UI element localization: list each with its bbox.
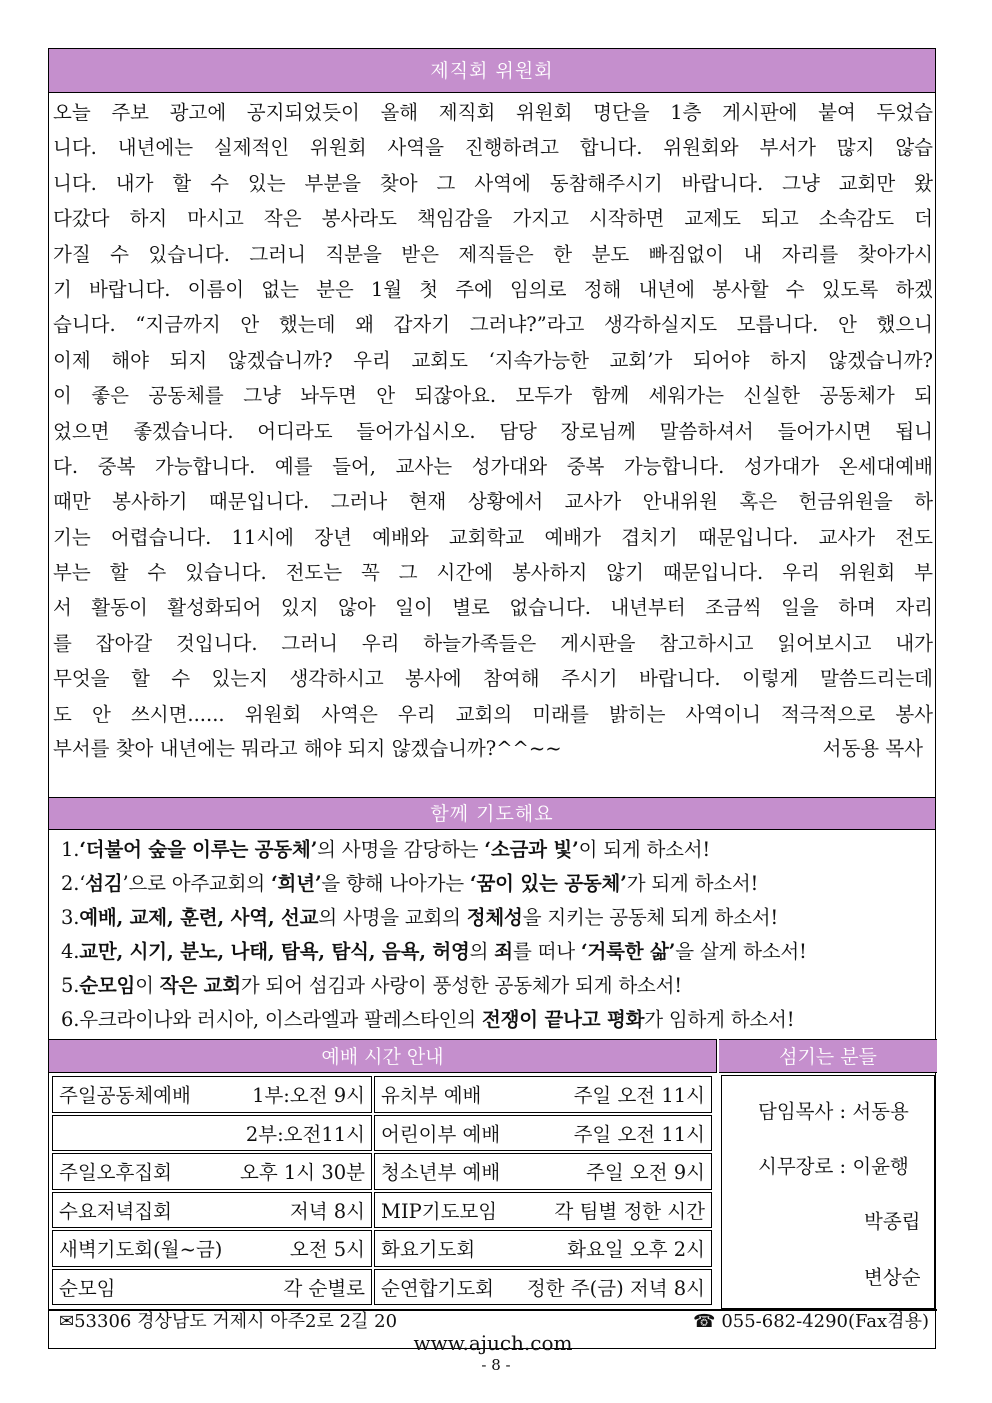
table-cell [52,1153,372,1190]
prayer-text: 예배, 교제, 훈련, 사역, 선교 [79,906,319,929]
address [59,1311,397,1333]
paragraph-line: 를 잡아갈 것입니다. 그러니 우리 하늘가족들은 게시판을 참고하시고 읽어보시고 내가 [53,631,933,655]
prayer-header: 함께 기도해요 [49,797,935,830]
bulletin-page [48,48,936,1355]
paragraph-line: 이 좋은 공동체를 그냥 놔두면 안 되잖아요. 모두가 함께 세워가는 신실한 공동체가 되 [53,384,933,408]
prayer-text: 순모임 [79,974,136,997]
paragraph-last-line: 부서를 찾아 내년에는 뭐라고 해야 되지 않겠습니까?^^~~ [53,737,562,761]
elder3-name: 변상순 [864,1266,921,1289]
prayer-item [61,833,931,867]
table-row [51,1152,715,1191]
prayer-text: 의 사명을 교회의 [318,906,467,929]
worship-table [51,1075,715,1306]
paragraph-line: 었으면 좋겠습니다. 어디라도 들어가십시오. 담당 장로님께 말씀하셔서 들어가시면 됩니 [53,419,933,443]
prayer-text: 3. [61,906,80,929]
paragraph-line: 기 바랍니다. 이름이 없는 분은 1월 첫 주에 임의로 정해 내년에 봉사할 수 있도록 하겠 [53,277,933,301]
paragraph-line: 다갔다 하지 마시고 작은 봉사라도 책임감을 가지고 시작하면 교제도 되고 소속감도 더 [53,207,933,231]
table-row [51,1075,715,1114]
prayer-text: 가 임하게 하소서! [644,1008,795,1031]
servers-header: 섬기는 분들 [719,1039,937,1073]
service-time: 2부:오전11시 [245,1122,365,1146]
footer [49,1311,937,1355]
prayer-text: 6.우크라이나와 러시아, 이스라엘과 팔레스타인의 [61,1008,482,1031]
service-name: 어린이부 예배 [381,1122,501,1146]
prayer-text: 을 살게 하소서! [675,940,807,963]
elder-name: 시무장로 : 이윤행 [758,1155,909,1178]
prayer-text: 1. [61,838,80,861]
committee-paragraph [53,95,933,765]
prayer-item [61,969,931,1003]
service-name: 새벽기도회(월~금) [59,1238,223,1262]
prayer-text: 를 떠나 [512,940,581,963]
table-cell [374,1076,712,1113]
service-time: 각 팀별 정한 시간 [554,1199,705,1223]
prayer-text: 5. [61,974,80,997]
prayer-text: 의 [469,940,495,963]
website-link[interactable]: www.ajuch.com [413,1331,573,1355]
paragraph-line: 서 활동이 활성화되어 있지 않아 일이 별로 없습니다. 내년부터 조금씩 일을 하며 자리 [53,596,933,620]
page-number: - 8 - [481,1356,511,1374]
prayer-text: 을 지키는 공동체 되게 하소서! [522,906,778,929]
service-name: 주일오후집회 [59,1161,173,1185]
mail-icon: ✉ [59,1311,75,1332]
service-name: 청소년부 예배 [381,1161,501,1185]
phone [693,1311,929,1333]
prayer-text: ‘거룩한 삶’ [580,940,676,963]
prayer-text: 가 되어 섬김과 사랑이 풍성한 공동체가 되게 하소서! [240,974,682,997]
prayer-text: 가 되게 하소서! [626,872,759,895]
prayer-text: ‘희년’ [270,872,322,895]
table-row [51,1229,715,1268]
service-time: 주일 오전 9시 [586,1161,705,1185]
service-name: MIP기도모임 [381,1199,498,1223]
prayer-item [61,1003,931,1037]
paragraph-line: 이제 해야 되지 않겠습니까? 우리 교회도 ‘지속가능한 교회’가 되어야 하지 않겠습니까? [53,348,933,372]
table-cell [52,1230,372,1267]
prayer-text: 2.‘ [61,872,86,895]
table-row [51,1268,715,1307]
servers-box [721,1075,935,1309]
prayer-text: ‘소금과 빛’ [484,838,579,861]
paragraph-line: 무엇을 할 수 있는지 생각하시고 봉사에 참여해 주시기 바랍니다. 이렇게 말씀드리는데 [53,667,933,691]
service-time: 1부:오전 9시 [252,1084,365,1108]
prayer-text: 을 향해 나아가는 [321,872,470,895]
service-time: 주일 오전 11시 [573,1084,705,1108]
paragraph-line: 니다. 내년에는 실제적인 위원회 사역을 진행하려고 합니다. 위원회와 부서가 많지 않습 [53,136,933,160]
service-name: 화요기도회 [381,1238,476,1262]
service-time: 정한 주(금) 저녁 8시 [526,1276,705,1300]
phone-icon: ☎ [693,1311,716,1332]
paragraph-last-row [53,732,933,765]
prayer-text: 작은 교회 [159,974,241,997]
prayer-item [61,935,931,969]
table-cell [374,1230,712,1267]
service-time: 화요일 오후 2시 [567,1238,705,1262]
paragraph-line: 니다. 내가 할 수 있는 부분을 찾아 그 사역에 동참해주시기 바랍니다. 그냥 교회만 왔 [53,171,933,195]
prayer-text: ‘더불어 숲을 이루는 공동체’ [79,838,318,861]
prayer-text: 의 사명을 감당하는 [317,838,485,861]
service-time: 주일 오전 11시 [573,1122,705,1146]
prayer-text: ’으로 아주교회의 [122,872,271,895]
table-row [51,1114,715,1153]
table-cell [374,1153,712,1190]
prayer-list [61,833,931,1037]
table-cell [52,1076,372,1113]
committee-header: 제직회 위원회 [49,49,935,93]
service-name: 유치부 예배 [381,1084,482,1108]
service-name: 순연합기도회 [381,1276,495,1300]
table-cell [52,1269,372,1306]
prayer-text: 전쟁이 끝나고 평화 [481,1008,645,1031]
paragraph-line: 오늘 주보 광고에 공지되었듯이 올해 제직회 위원회 명단을 1층 게시판에 붙여 두었습 [53,101,933,124]
prayer-text: 정체성 [466,906,523,929]
phone-text: 055-682-4290(Fax겸용) [721,1311,929,1332]
service-time: 저녁 8시 [289,1199,365,1223]
prayer-item [61,867,931,901]
prayer-text: 죄 [494,940,513,963]
table-cell [52,1115,372,1152]
paragraph-line: 부는 할 수 있습니다. 전도는 꼭 그 시간에 봉사하지 않기 때문입니다. 우리 위원회 부 [53,561,933,585]
prayer-item [61,901,931,935]
service-name: 주일공동체예배 [59,1084,191,1108]
table-cell [52,1192,372,1229]
service-time: 각 순별로 [283,1276,365,1300]
table-cell [374,1115,712,1152]
table-cell [374,1192,712,1229]
paragraph-line: 기는 어렵습니다. 11시에 장년 예배와 교회학교 예배가 겹치기 때문입니다. 교사가 전도 [53,525,933,549]
prayer-text: 교만, 시기, 분노, 나태, 탐욕, 탐식, 음욕, 허영 [79,940,470,963]
service-time: 오후 1시 30분 [240,1161,365,1185]
signature: 서동용 목사 [822,737,923,761]
prayer-text: 섬김 [85,872,123,895]
elder2-name: 박종립 [864,1210,921,1233]
prayer-text: 4. [61,940,80,963]
table-cell [374,1269,712,1306]
service-time: 오전 5시 [289,1238,365,1262]
table-row [51,1191,715,1230]
prayer-text: ‘꿈이 있는 공동체’ [469,872,627,895]
paragraph-line: 습니다. “지금까지 안 했는데 왜 갑자기 그러냐?”라고 생각하실지도 모릅니다. 안 했으니 [53,313,933,337]
paragraph-line: 다. 중복 가능합니다. 예를 들어, 교사는 성가대와 중복 가능합니다. 성가대가 온세대예배 [53,454,933,478]
service-name: 수요저녁집회 [59,1199,173,1223]
paragraph-line: 때만 봉사하기 때문입니다. 그러나 현재 상황에서 교사가 안내위원 혹은 헌금위원을 하 [53,490,933,514]
pastor-name: 담임목사 : 서동용 [758,1100,909,1123]
prayer-text: 이 되게 하소서! [578,838,711,861]
service-name: 순모임 [59,1276,116,1300]
paragraph-line: 가질 수 있습니다. 그러니 직분을 받은 제직들은 한 분도 빠짐없이 내 자리를 찾아가시 [53,242,933,266]
address-text: 53306 경상남도 거제시 아주2로 2길 20 [74,1311,398,1332]
worship-header: 예배 시간 안내 [49,1039,717,1073]
paragraph-line: 도 안 쓰시면...... 위원회 사역은 우리 교회의 미래를 밝히는 사역이니 적극적으로 봉사 [53,702,933,726]
prayer-text: 이 [135,974,160,997]
